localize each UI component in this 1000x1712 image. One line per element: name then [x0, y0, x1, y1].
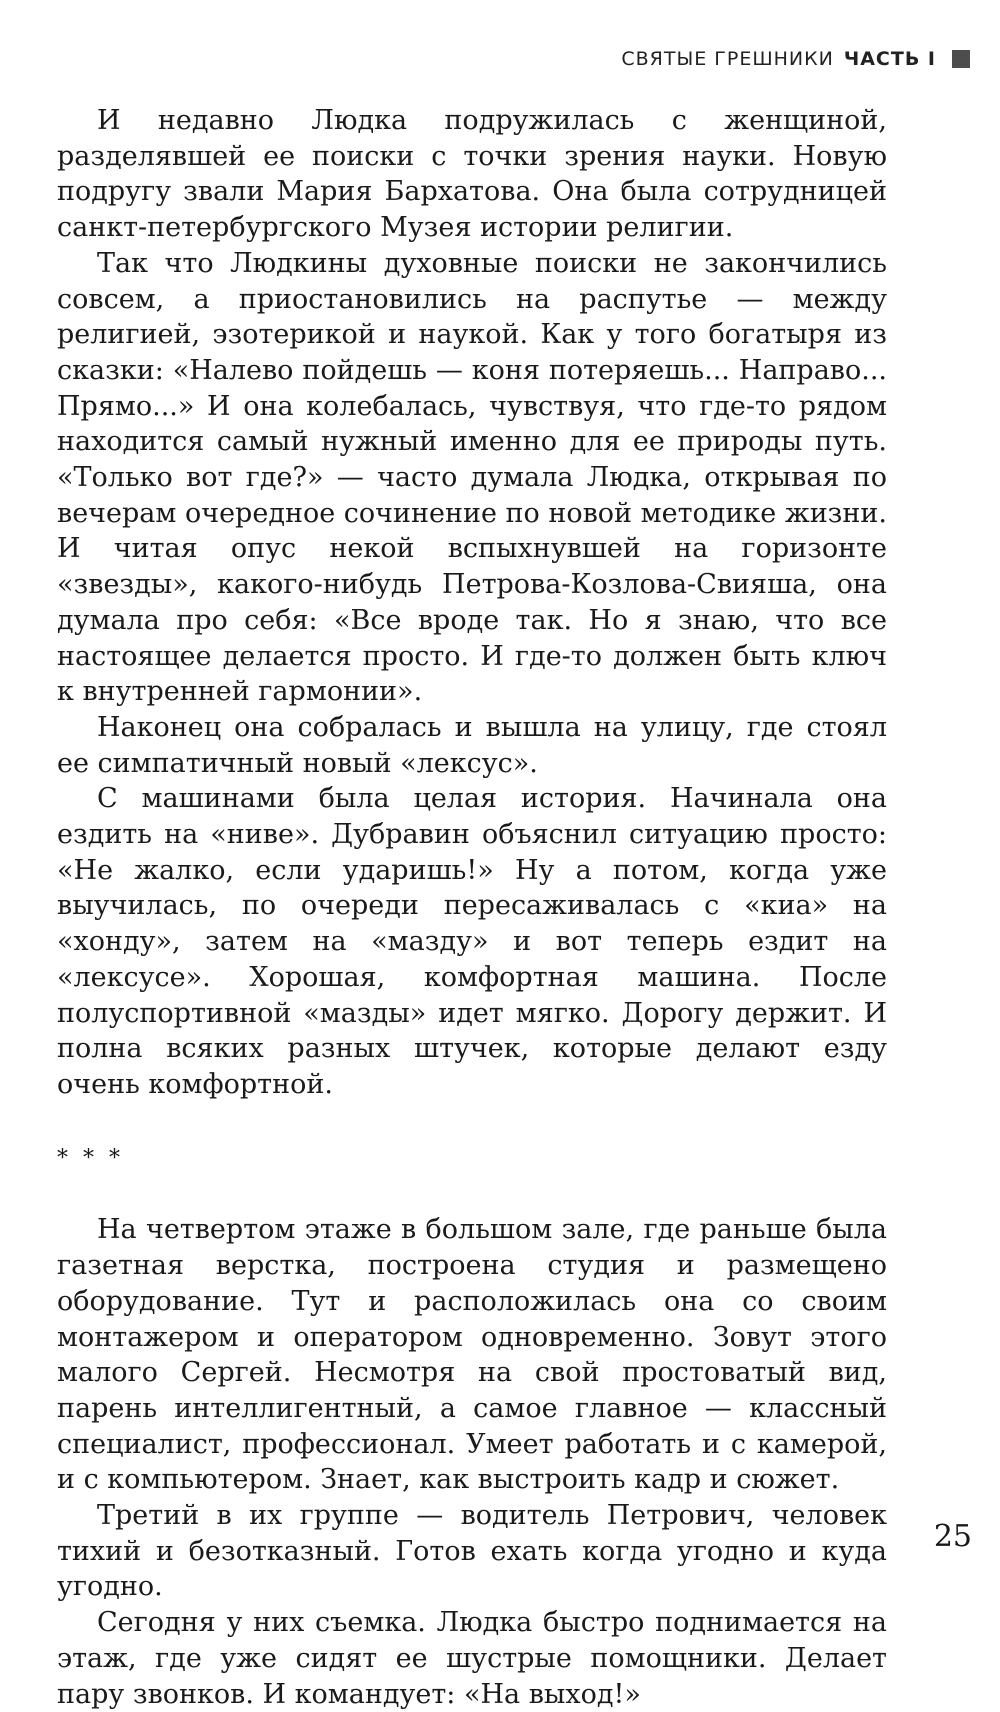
square-marker-icon: [952, 50, 970, 68]
part-label: ЧАСТЬ I: [843, 48, 936, 70]
paragraph: И недавно Людка подружилась с женщиной, разделявшей ее поиски с точки зрения науки. Новую подругу звали Мария Бархатова. Она была сотрудницей санкт-петербургского Музея истории религии.: [57, 105, 887, 244]
paragraph: Наконец она собралась и вышла на улицу, где стоял ее симпатичный новый «лексус».: [57, 711, 887, 779]
book-title: СВЯТЫЕ ГРЕШНИКИ: [621, 48, 834, 70]
paragraph: Сегодня у них съемка. Людка быстро поднимается на этаж, где уже сидят ее шустрые помощники. Делает пару звонков. И командует: «На выход!»: [57, 1607, 887, 1710]
section-separator: * * *: [57, 1145, 124, 1171]
paragraph: С машинами была целая история. Начинала она ездить на «ниве». Дубравин объяснил ситуацию просто: «Не жалко, если ударишь!» Ну а потом, когда уже выучилась, по очереди пересаживалась с «киа» на «хонду», затем на «мазду» и вот теперь ездит на «лексусе». Хорошая, комфортная машина. После полуспортивной «мазды» идет мягко. Дорогу держит. И полна всяких разных штучек, которые делают езду очень комфортной.: [57, 783, 887, 1100]
paragraph: Третий в их группе — водитель Петрович, человек тихий и безотказный. Готов ехать когда угодно и куда угодно.: [57, 1500, 887, 1603]
page-number: 25: [933, 1519, 972, 1554]
body-text: [57, 103, 887, 1712]
running-head: [621, 48, 970, 70]
paragraph: На четвертом этаже в большом зале, где раньше была газетная верстка, построена студия и размещено оборудование. Тут и расположилась она со своим монтажером и оператором одновременно. Зовут этого малого Сергей. Несмотря на свой простоватый вид, парень интеллигентный, а самое главное — классный специалист, профессионал. Умеет работать и с камерой, и с компьютером. Знает, как выстроить кадр и сюжет.: [57, 1214, 887, 1496]
paragraph: Так что Людкины духовные поиски не закончились совсем, а приостановились на распутье — между религией, эзотерикой и наукой. Как у того богатыря из сказки: «Налево пойдешь — коня потеряешь... Направо... Прямо...» И она колебалась, чувствуя, что где-то рядом находится самый нужный именно для ее природы путь. «Только вот где?» — часто думала Людка, открывая по вечерам очередное сочинение по новой методике жизни. И читая опус некой вспыхнувшей на горизонте «звезды», какого-нибудь Петрова-Козлова-Свияша, она думала про себя: «Все вроде так. Но я знаю, что все настоящее делается просто. И где-то должен быть ключ к внутренней гармонии».: [57, 247, 887, 708]
